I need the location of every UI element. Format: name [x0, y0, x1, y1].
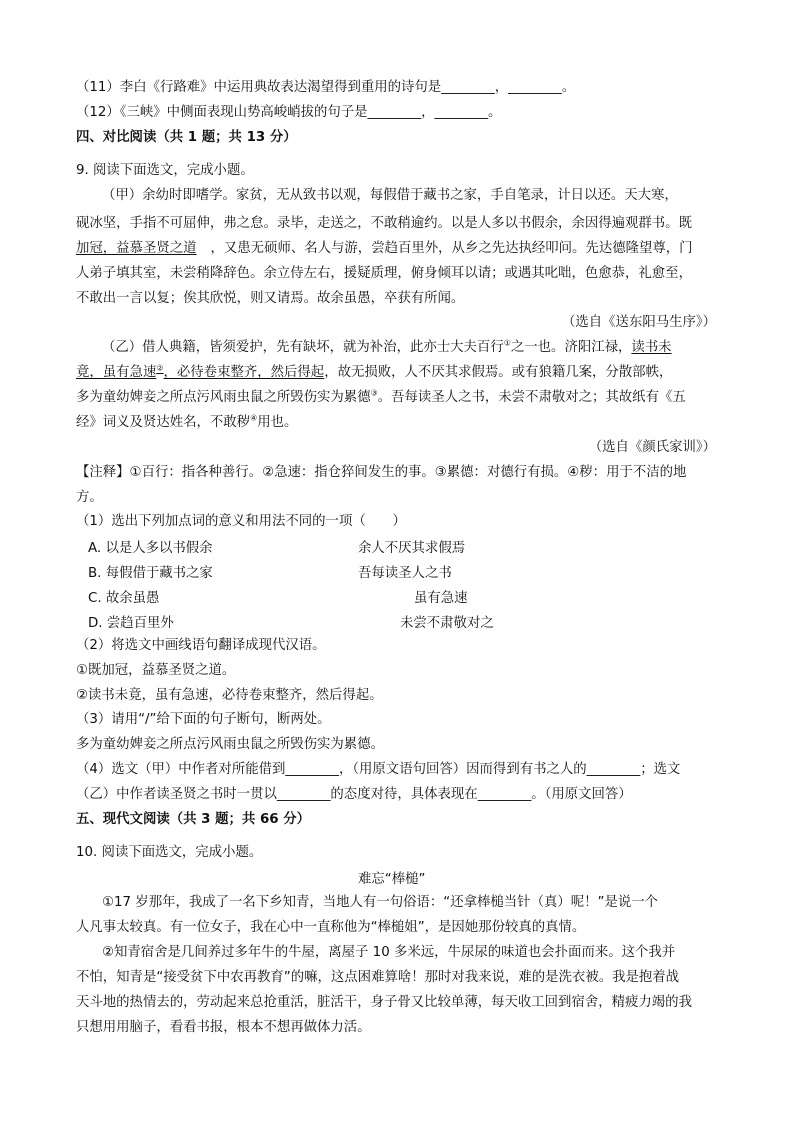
source-yi: （选自《颜氏家训》） — [588, 440, 716, 455]
passage-text: 经》词义及贤达姓名，不敢秽 — [76, 415, 251, 430]
option-c-right: 虽有急速 — [414, 591, 468, 606]
essay-paragraph-line: ②知青宿舍是几间养过多年牛的牛屋，离屋子 10 多米远，牛尿尿的味道也会扑面而来。这个我并 — [102, 945, 676, 960]
passage-text: 之一也。济阳江禄， — [510, 340, 632, 355]
passage-text: ，又患无硕师、名人与游，尝趋百里外，从乡之先达执经叩问。先达德隆望尊，门 — [210, 241, 693, 256]
subquestion-2: （2）将选文中画线语句翻译成现代汉语。 — [76, 638, 326, 653]
underlined-sentence: ，必待卷束整齐，然后得起 — [163, 365, 325, 380]
option-b-right: 吾每读圣人之书 — [358, 566, 452, 581]
essay-paragraph-line: 天斗地的热情去的，劳动起来总抢重活，脏活干，身子骨又比较单薄，每天收工回到宿舍，精疲力竭的我 — [76, 995, 692, 1010]
note-mark: ② — [156, 363, 164, 373]
underlined-sentence: 加冠，益慕圣贤之道 — [76, 241, 197, 256]
subquestion-3: （3）请用“/”给下面的句子断句，断两处。 — [76, 712, 331, 727]
question-12: （12）《三峡》中侧面表现山势高峻峭拔的句子是________，________。 — [76, 105, 502, 120]
option-c-left: C. 故余虽愚 — [88, 591, 160, 606]
subquestion-4: （乙）中作者读圣贤之书时一贯以________的态度对待，具体表现在________。（用原文回答） — [76, 787, 632, 802]
question-9-intro: 9. 阅读下面选文，完成小题。 — [76, 163, 254, 178]
passage-jia-line: 不敢出一言以复；俟其欣悦，则又请焉。故余虽愚，卒获有所闻。 — [76, 291, 465, 306]
note-mark: ③ — [370, 388, 378, 398]
translation-item: ②读书未竟，虽有急速，必待卷束整齐，然后得起。 — [76, 688, 383, 703]
essay-paragraph-line: 人凡事太较真。有一位女子，我在心中一直称他为“棒槌姐”，是因她那份较真的真情。 — [76, 920, 586, 935]
essay-title: 难忘“棒槌” — [358, 872, 426, 887]
underlined-sentence: 竟，虽有急速 — [76, 365, 157, 380]
question-11: （11）李白《行路难》中运用典故表达渴望得到重用的诗句是________，________。 — [76, 80, 576, 95]
underlined-sentence: 读书未 — [631, 340, 672, 355]
source-jia: （选自《送东阳马生序》） — [562, 315, 716, 330]
passage-text: 用也。 — [257, 415, 298, 430]
essay-paragraph-line: ①17 岁那年，我成了一名下乡知青，当地人有一句俗语：“还拿棒槌当针（真）呢！”是说一个 — [102, 895, 659, 910]
passage-text: 。吾每读圣人之书，未尝不肃敬对之；其故纸有《五 — [377, 390, 686, 405]
translation-item: ①既加冠，益慕圣贤之道。 — [76, 663, 236, 678]
annotation-line: 【注释】①百行：指各种善行。②急速：指仓猝间发生的事。③累德：对德行有损。④秽：用于不洁的地 — [76, 465, 687, 480]
option-a-right: 余人不厌其求假焉 — [358, 541, 466, 556]
passage-yi-line — [102, 338, 752, 358]
passage-yi-line — [76, 363, 726, 383]
punctuation-sentence: 多为童幼婢妾之所点污风雨虫鼠之所毁伤实为累德。 — [76, 737, 384, 752]
note-mark: ① — [503, 338, 511, 348]
essay-paragraph-line: 不怕，知青是“接受贫下中农再教育”的嘛，这点困难算啥！那时对我来说，难的是洗衣被。我是抱着战 — [76, 970, 680, 985]
passage-yi-line — [76, 388, 726, 408]
passage-jia-line: （甲）余幼时即嗜学。家贫，无从致书以观，每假借于藏书之家，手自笔录，计日以还。天大寒， — [102, 188, 678, 203]
option-d-left: D. 尝趋百里外 — [88, 616, 174, 631]
section-5-heading: 五、现代文阅读（共 3 题；共 66 分） — [76, 812, 311, 827]
subquestion-1: （1）选出下列加点词的意义和用法不同的一项（ ） — [76, 514, 406, 529]
annotation-line: 方。 — [76, 490, 103, 505]
option-a-left: A. 以是人多以书假余 — [88, 541, 213, 556]
passage-yi-line — [76, 413, 726, 433]
question-10-intro: 10. 阅读下面选文，完成小题。 — [76, 845, 263, 860]
section-4-heading: 四、对比阅读（共 1 题；共 13 分） — [76, 130, 297, 145]
passage-text: （乙）借人典籍，皆须爱护，先有缺坏，就为补治，此亦士大夫百行 — [102, 340, 504, 355]
option-d-right: 未尝不肃敬对之 — [400, 616, 494, 631]
passage-jia-line: 人弟子填其室，未尝稍降辞色。余立侍左右，援疑质理，俯身倾耳以请；或遇其叱咄，色愈恭，礼愈至， — [76, 266, 692, 281]
essay-paragraph-line: 只想用用脑子，看看书报，根本不想再做体力活。 — [76, 1020, 371, 1035]
passage-jia-line — [76, 239, 726, 259]
passage-jia-line: 砚冰坚，手指不可屈伸，弗之怠。录毕，走送之，不敢稍逾约。以是人多以书假余，余因得遍观群书。既 — [76, 216, 692, 231]
passage-text: ，故无损败，人不厌其求假焉。或有狼籍几案，分散部帙， — [324, 365, 673, 380]
note-mark: ④ — [250, 413, 258, 423]
option-b-left: B. 每假借于藏书之家 — [88, 566, 213, 581]
subquestion-4: （4）选文（甲）中作者对所能借到________，（用原文语句回答）因而得到有书之人的________；选文 — [76, 762, 681, 777]
passage-text: 多为童幼婢妾之所点污风雨虫鼠之所毁伤实为累德 — [76, 390, 371, 405]
